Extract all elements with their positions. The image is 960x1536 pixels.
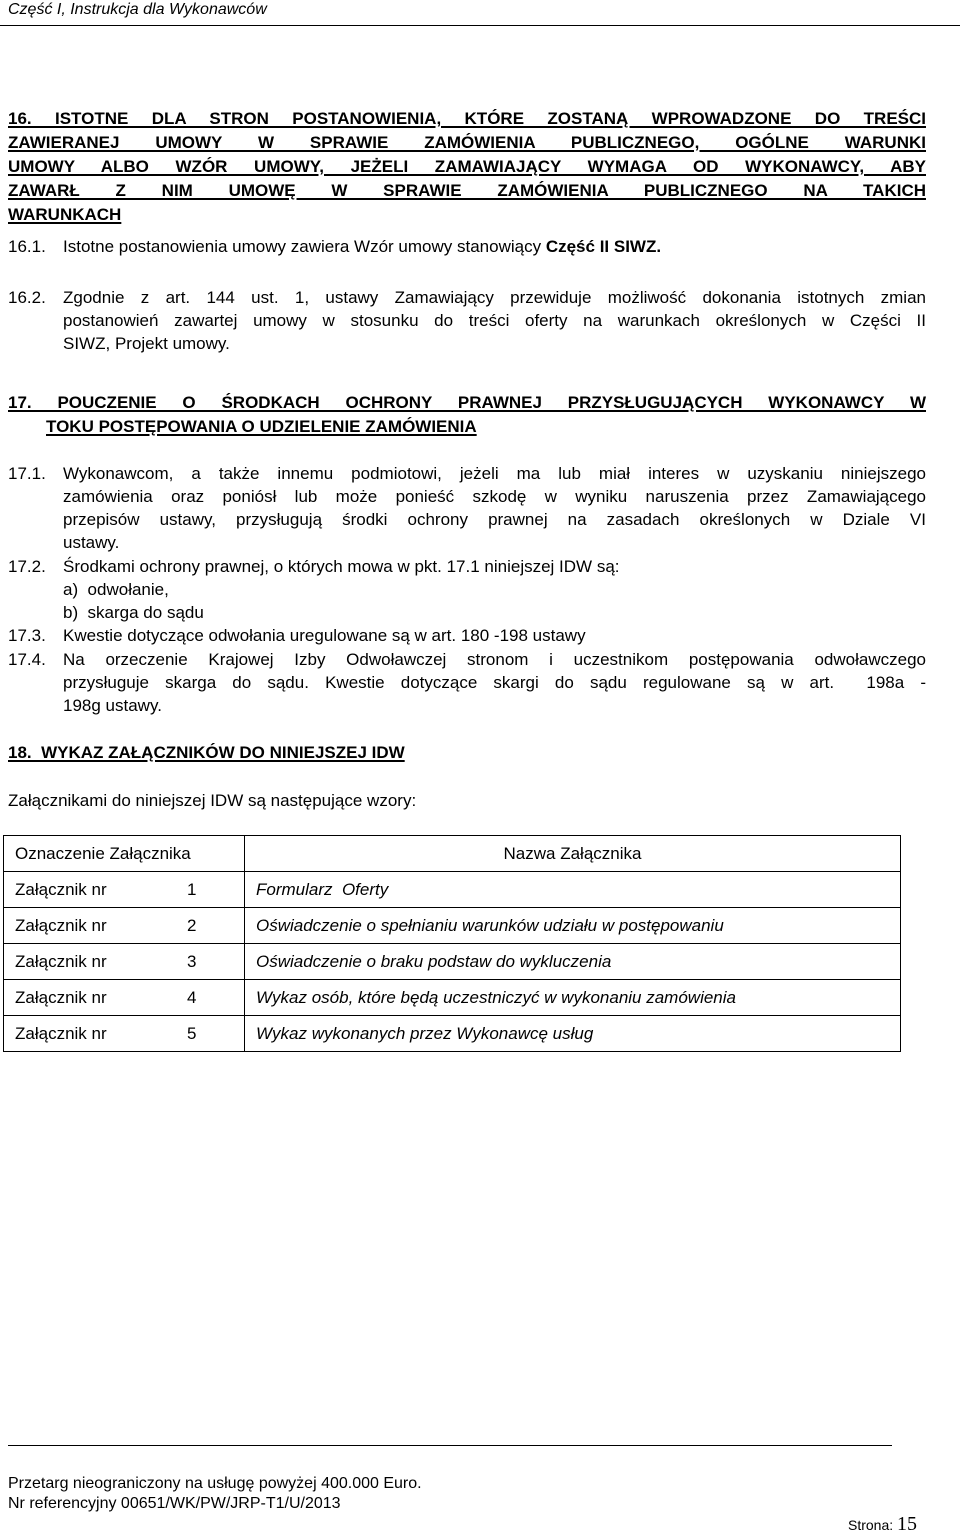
table-row — [4, 908, 901, 944]
header-divider — [0, 25, 960, 26]
table-cell-label — [4, 1016, 245, 1052]
page-number — [848, 1513, 917, 1536]
paragraph-text — [63, 235, 926, 258]
paragraph-line: przepisów ustawy, przysługują środki ochrony prawnej na zasadach określonych w Dziale VI — [63, 510, 926, 529]
table-row — [4, 944, 901, 980]
section-17-heading-line: TOKU POSTĘPOWANIA O UDZIELENIE ZAMÓWIENIA — [46, 417, 477, 436]
paragraph-number: 17.1. — [8, 464, 46, 483]
attachment-name: Wykaz wykonanych przez Wykonawcę usług — [245, 1016, 901, 1052]
paragraph-line: przysługuje skarga do sądu. Kwestie dotyczące skargi do sądu regulowane są w art. 198a - — [63, 673, 926, 692]
table-row — [4, 1016, 901, 1052]
paragraph-number: 16.1. — [8, 237, 46, 256]
section-16-heading-line: WARUNKACH — [8, 205, 122, 224]
section-16-heading-line: ZAWARŁ Z NIM UMOWĘ W SPRAWIE ZAMÓWIENIA PUBLICZNEGO NA TAKICH — [8, 181, 926, 200]
paragraph-17-2 — [0, 555, 960, 624]
paragraph-line: Zgodnie z art. 144 ust. 1, ustawy Zamawiający przewiduje możliwość dokonania istotnych zmian — [63, 288, 926, 307]
attachment-number: 1 — [187, 879, 197, 899]
table-cell-label — [4, 980, 245, 1016]
section-16-heading — [8, 107, 926, 227]
paragraph-number: 16.2. — [8, 288, 46, 307]
paragraph-line: SIWZ, Projekt umowy. — [63, 334, 230, 353]
attachment-number: 4 — [187, 987, 197, 1007]
paragraph-number: 17.3. — [8, 626, 46, 645]
section-16-heading-line: UMOWY ALBO WZÓR UMOWY, JEŻELI ZAMAWIAJĄCY WYMAGA OD WYKONAWCY, ABY — [8, 157, 926, 176]
section-16-heading-line: ZAWIERANEJ UMOWY W SPRAWIE ZAMÓWIENIA PUBLICZNEGO, OGÓLNE WARUNKI — [8, 133, 926, 152]
attachment-number: 5 — [187, 1023, 197, 1043]
page-number-value: 15 — [897, 1513, 918, 1535]
attachment-name: Formularz Oferty — [245, 872, 901, 908]
table-header-cell: Oznaczenie Załącznika — [4, 836, 245, 872]
paragraph-text: Środkami ochrony prawnej, o których mowa w pkt. 17.1 niniejszej IDW są: — [63, 557, 620, 576]
list-item: a) odwołanie, — [63, 580, 169, 599]
table-cell-label — [4, 872, 245, 908]
table-row — [4, 980, 901, 1016]
footer-divider — [8, 1445, 892, 1446]
table-cell-label — [4, 944, 245, 980]
paragraph-line: 198g ustawy. — [63, 696, 162, 715]
attachment-name: Oświadczenie o braku podstaw do wykluczenia — [245, 944, 901, 980]
paragraph-line: ustawy. — [63, 533, 120, 552]
attachment-number: 3 — [187, 951, 197, 971]
section-17-heading — [8, 391, 926, 439]
attachment-name: Wykaz osób, które będą uczestniczyć w wykonaniu zamówienia — [245, 980, 901, 1016]
table-header-cell: Nazwa Załącznika — [245, 836, 901, 872]
paragraph-text: Kwestie dotyczące odwołania uregulowane są w art. 180 -198 ustawy — [63, 626, 586, 645]
list-item: b) skarga do sądu — [63, 603, 204, 622]
paragraph-16-2 — [0, 286, 960, 355]
attachment-label: Załącznik nr — [15, 1023, 107, 1043]
page-number-label: Strona: — [848, 1517, 898, 1533]
paragraph-line: postanowień zawartej umowy w stosunku do treści oferty na warunkach określonych w Części II — [63, 311, 926, 330]
paragraph-line: Wykonawcom, a także innemu podmiotowi, jeżeli ma lub miał interes w uzyskaniu niniejszego — [63, 464, 926, 483]
paragraph-text-plain: Istotne postanowienia umowy zawiera Wzór umowy stanowiący — [63, 237, 542, 256]
attachment-name: Oświadczenie o spełnianiu warunków udziału w postępowaniu — [245, 908, 901, 944]
paragraph-text-bold: Część II SIWZ. — [545, 237, 662, 256]
paragraph-number: 17.2. — [8, 557, 46, 576]
page-header-title: Część I, Instrukcja dla Wykonawców — [8, 1, 267, 18]
paragraph-line: Na orzeczenie Krajowej Izby Odwoławczej stronom i uczestnikom postępowania odwoławczego — [63, 650, 926, 669]
table-cell-label — [4, 908, 245, 944]
paragraph-line: zamówienia oraz poniósł lub może ponieść szkodę w wyniku naruszenia przez Zamawiającego — [63, 487, 926, 506]
paragraph-17-4 — [0, 648, 960, 717]
footer-tender-info: Przetarg nieograniczony na usługę powyżej 400.000 Euro. — [8, 1475, 422, 1492]
attachments-table — [3, 835, 901, 1052]
section-18-heading: 18. WYKAZ ZAŁĄCZNIKÓW DO NINIEJSZEJ IDW — [8, 743, 405, 762]
footer-reference-number: Nr referencyjny 00651/WK/PW/JRP-T1/U/2013 — [8, 1495, 341, 1512]
paragraph-17-1 — [0, 462, 960, 554]
paragraph-16-1 — [0, 235, 960, 258]
table-header-row — [4, 836, 901, 872]
table-row — [4, 872, 901, 908]
attachment-label: Załącznik nr — [15, 987, 107, 1007]
attachments-intro: Załącznikami do niniejszej IDW są następujące wzory: — [8, 791, 417, 810]
attachment-label: Załącznik nr — [15, 915, 107, 935]
section-17-heading-line: 17. POUCZENIE O ŚRODKACH OCHRONY PRAWNEJ PRZYSŁUGUJĄCYCH WYKONAWCY W — [8, 393, 926, 412]
section-16-heading-line: 16. ISTOTNE DLA STRON POSTANOWIENIA, KTÓRE ZOSTANĄ WPROWADZONE DO TREŚCI — [8, 109, 926, 128]
attachment-label: Załącznik nr — [15, 951, 107, 971]
paragraph-number: 17.4. — [8, 650, 46, 669]
attachment-number: 2 — [187, 915, 197, 935]
paragraph-17-3 — [0, 624, 960, 647]
attachment-label: Załącznik nr — [15, 879, 107, 899]
